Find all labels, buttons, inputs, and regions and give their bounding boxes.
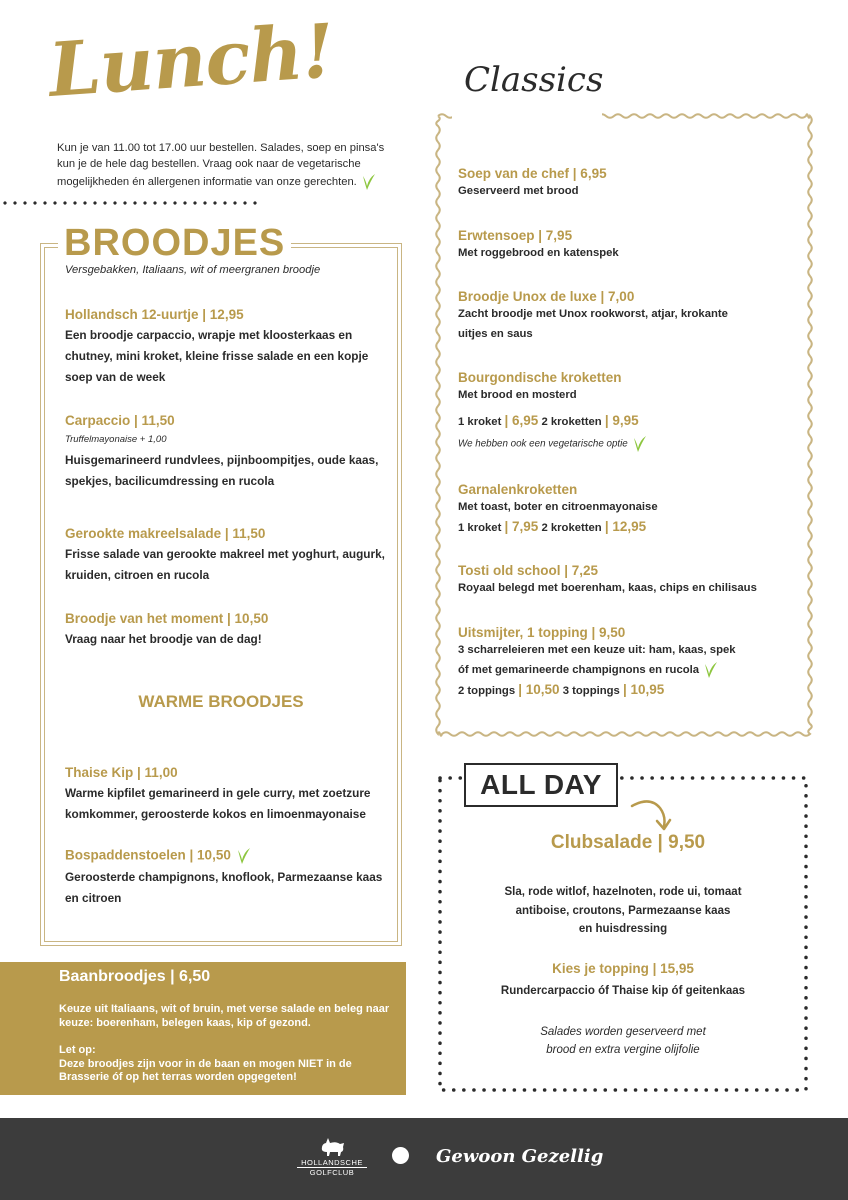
item-description: Warme kipfilet gemarineerd in gele curry, met zoetzure komkommer, geroosterde kokos en limoenmayonaise xyxy=(65,786,371,821)
menu-item-bospaddenstoelen xyxy=(65,846,390,909)
footer-bar xyxy=(0,1118,848,1200)
item-title: Bourgondische kroketten xyxy=(458,370,622,385)
item-description: Zacht broodje met Unox rookworst, atjar, krokante uitjes en saus xyxy=(458,308,728,340)
item-title: Broodje Unox de luxe | 7,00 xyxy=(458,289,635,304)
vegetarian-leaf-icon xyxy=(702,660,718,680)
item-description: Huisgemarineerd rundvlees, pijnboompitjes, oude kaas, spekjes, bacilicumdressing en rucola xyxy=(65,453,379,488)
price-label: 3 toppings xyxy=(562,685,620,698)
item-description: Een broodje carpaccio, wrapje met kloosterkaas en chutney, mini kroket, kleine frisse salade en een kopje soep van de week xyxy=(65,328,369,384)
vegetarian-leaf-icon xyxy=(360,172,376,192)
item-description: Vraag naar het broodje van de dag! xyxy=(65,632,262,646)
intro-paragraph: Kun je van 11.00 tot 17.00 uur bestellen. Salades, soep en pinsa's kun je de hele dag bestellen. Vraag ook naar de vegetarische mogelijkheden én allergenen informatie van onze gerechten. xyxy=(57,142,385,188)
price-label: 2 kroketten xyxy=(541,416,602,428)
salade-note xyxy=(438,1023,808,1059)
price-label: 2 toppings xyxy=(458,685,516,698)
menu-item-carpaccio xyxy=(65,413,390,492)
item-description: Frisse salade van gerookte makreel met yoghurt, augurk, kruiden, citroen en rucola xyxy=(65,547,385,582)
item-title xyxy=(65,846,390,866)
item-description: Geserveerd met brood xyxy=(458,185,579,197)
intro-text xyxy=(57,140,402,192)
description-line: antiboise, croutons, Parmezaanse kaas xyxy=(515,904,731,917)
menu-item-hollandsch xyxy=(65,307,390,388)
classic-bourgondische xyxy=(458,370,798,454)
vegetarian-note xyxy=(458,434,798,454)
clubsalade-title: Clubsalade | 9,50 xyxy=(550,832,706,853)
item-title: Garnalenkroketten xyxy=(458,482,578,497)
classic-tosti xyxy=(458,563,798,598)
menu-item-moment xyxy=(65,611,390,650)
menu-item-thaise-kip xyxy=(65,765,395,825)
classics-title: Classics xyxy=(464,60,604,100)
item-description: Met roggebrood en katenspek xyxy=(458,247,619,259)
price-value: | 9,95 xyxy=(604,413,639,428)
classic-garnalen xyxy=(458,482,798,538)
description-line: Sla, rode witlof, hazelnoten, rode ui, tomaat xyxy=(504,886,742,898)
price-row xyxy=(458,517,798,538)
logo-line: GOLFCLUB xyxy=(297,1167,367,1177)
item-title-text: Bospaddenstoelen | 10,50 xyxy=(65,847,231,863)
item-title: Hollandsch 12-uurtje | 12,95 xyxy=(65,307,244,322)
item-title: Erwtensoep | 7,95 xyxy=(458,228,573,243)
golfclub-logo-icon xyxy=(318,1134,348,1156)
price-row xyxy=(458,411,798,432)
item-description: 3 scharreleieren met een keuze uit: ham, kaas, spek xyxy=(458,644,736,656)
classic-erwtensoep xyxy=(458,228,798,263)
clubsalade-description xyxy=(438,883,808,939)
item-description xyxy=(458,660,798,680)
vegetarian-leaf-icon xyxy=(631,434,647,454)
item-title: Thaise Kip | 11,00 xyxy=(65,765,178,780)
price-value: | 7,95 xyxy=(504,519,539,534)
logo-line: HOLLANDSCHE xyxy=(301,1158,363,1167)
item-title: Tosti old school | 7,25 xyxy=(458,563,599,578)
vegetarian-leaf-icon xyxy=(235,846,251,866)
menu-item-makreel xyxy=(65,526,390,586)
price-row xyxy=(458,680,798,701)
baanbroodjes-text xyxy=(59,1003,404,1085)
item-description: Royaal belegd met boerenham, kaas, chips en chilisaus xyxy=(458,582,757,594)
item-title: Uitsmijter, 1 topping | 9,50 xyxy=(458,625,626,640)
classic-unox xyxy=(458,289,798,344)
topping-description: Rundercarpaccio óf Thaise kip óf geitenkaas xyxy=(500,985,746,997)
note-text: We hebben ook een vegetarische optie xyxy=(458,438,628,450)
divider-dots xyxy=(0,201,262,205)
item-description: Met brood en mosterd xyxy=(458,389,577,401)
curved-arrow-icon xyxy=(628,796,674,834)
footer-dot xyxy=(392,1147,409,1164)
item-description: Met toast, boter en citroenmayonaise xyxy=(458,501,658,513)
item-title: Broodje van het moment | 10,50 xyxy=(65,611,269,626)
item-description-text: óf met gemarineerde champignons en rucola xyxy=(458,664,700,676)
item-title: Gerookte makreelsalade | 11,50 xyxy=(65,526,266,541)
price-value: | 10,95 xyxy=(622,682,665,698)
price-value: | 6,95 xyxy=(504,413,539,428)
baan-warning: Deze broodjes zijn voor in de baan en mogen NIET in de Brasserie óf op het terras worden opgegeten! xyxy=(59,1057,352,1083)
classic-soep xyxy=(458,166,798,201)
price-label: 1 kroket xyxy=(458,416,502,428)
lunch-title: Lunch! xyxy=(46,8,337,114)
item-description: Geroosterde champignons, knoflook, Parmezaanse kaas en citroen xyxy=(65,870,383,905)
allday-label: ALL DAY xyxy=(464,763,618,807)
item-title: Carpaccio | 11,50 xyxy=(65,413,175,428)
warme-broodjes-title: WARME BROODJES xyxy=(138,692,304,711)
item-title: Soep van de chef | 6,95 xyxy=(458,166,607,181)
price-label: 1 kroket xyxy=(458,522,502,534)
note-line: brood en extra vergine olijfolie xyxy=(546,1044,700,1056)
price-value: | 10,50 xyxy=(518,682,560,698)
price-value: | 12,95 xyxy=(604,519,647,534)
broodjes-title: BROODJES xyxy=(58,222,291,265)
baanbroodjes-title: Baanbroodjes | 6,50 xyxy=(59,968,211,985)
classic-uitsmijter xyxy=(458,625,798,701)
baan-warning-label: Let op: xyxy=(59,1044,96,1056)
note-line: Salades worden geserveerd met xyxy=(540,1026,706,1038)
footer-slogan: Gewoon Gezellig xyxy=(436,1146,604,1167)
topping-title: Kies je topping | 15,95 xyxy=(552,961,694,976)
item-note: Truffelmayonaise + 1,00 xyxy=(65,434,167,445)
broodjes-subtitle: Versgebakken, Italiaans, wit of meergranen broodje xyxy=(65,264,321,276)
golfclub-logo-text xyxy=(290,1158,374,1177)
baan-description: Keuze uit Italiaans, wit of bruin, met verse salade en beleg naar keuze: boerenham, belegen kaas, kip of gezond. xyxy=(59,1003,390,1029)
description-line: en huisdressing xyxy=(578,923,668,935)
price-label: 2 kroketten xyxy=(541,522,602,534)
